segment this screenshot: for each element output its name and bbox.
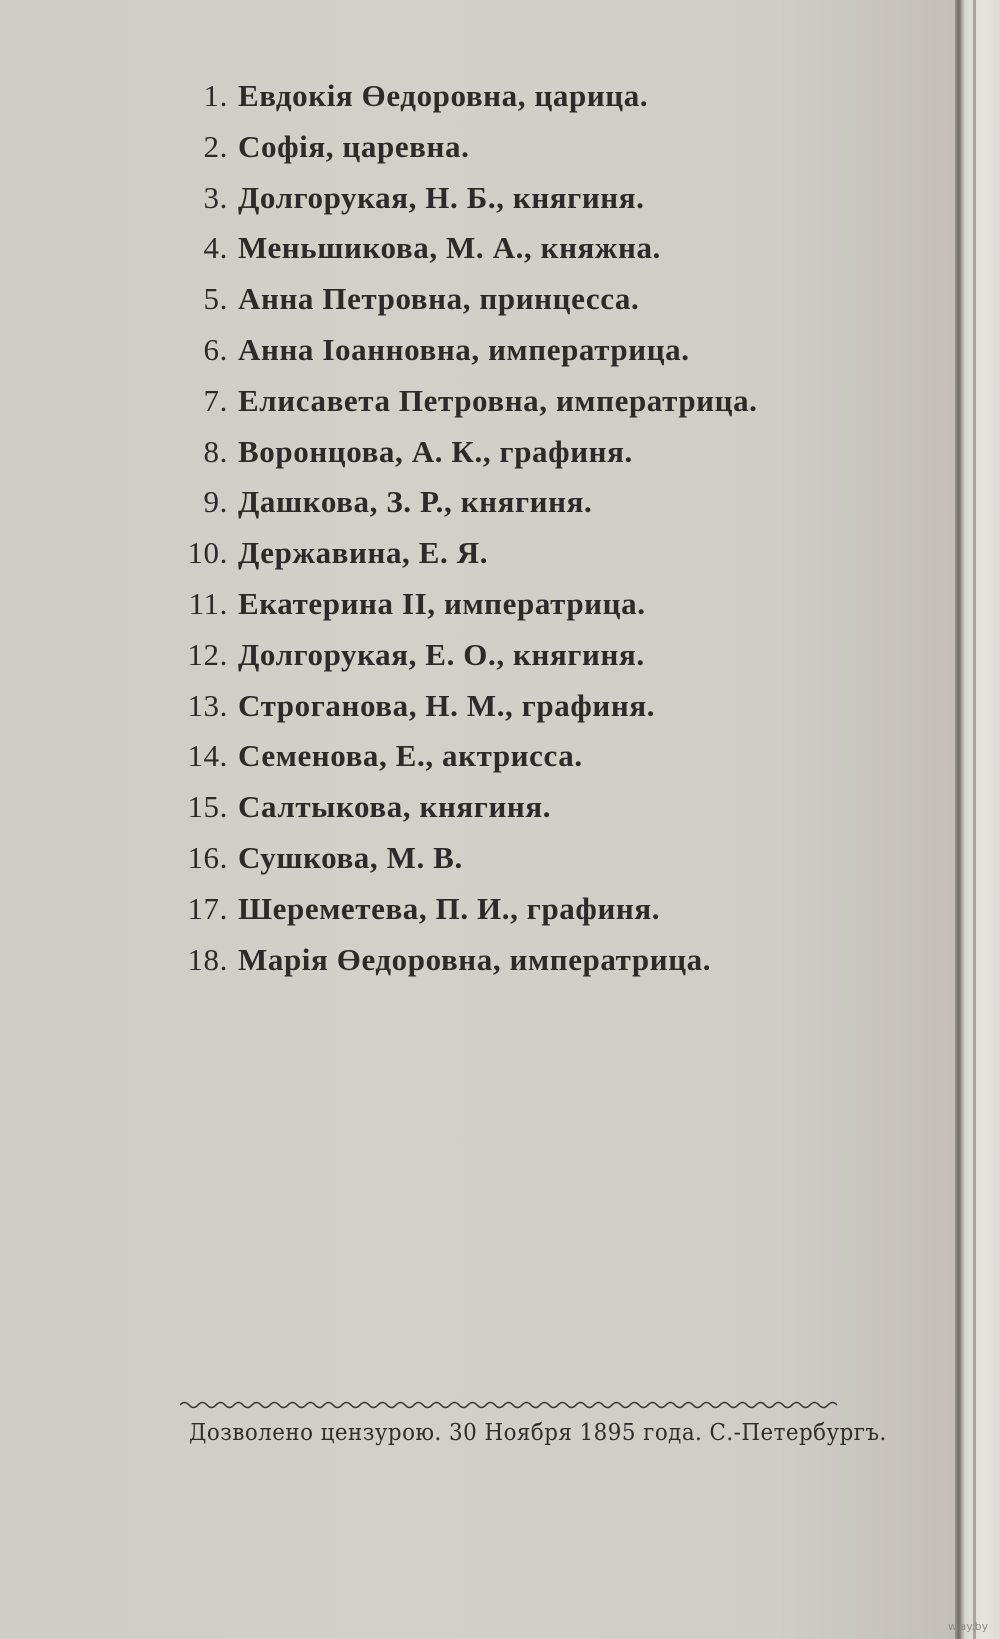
page-seam: [973, 0, 976, 1639]
item-text: Екатерина II, императрица.: [238, 585, 646, 621]
list-item: [170, 840, 890, 891]
item-number: 12.: [187, 636, 228, 672]
list-item: [170, 484, 890, 535]
list-item: [170, 942, 890, 993]
item-text: Евдокія Өедоровна, царица.: [238, 78, 649, 113]
item-number: 1.: [203, 78, 228, 113]
portrait-list: [170, 78, 890, 992]
item-text: Меньшикова, М. А., княжна.: [238, 230, 661, 266]
item-number: 2.: [203, 128, 228, 164]
watermark: w.ay.by: [948, 1620, 989, 1633]
list-item: [170, 637, 890, 688]
item-text: Сушкова, М. В.: [238, 839, 463, 875]
list-item: [170, 230, 890, 281]
item-number: 13.: [187, 687, 228, 723]
item-number: 3.: [203, 179, 228, 215]
item-number: 18.: [187, 941, 228, 977]
next-page-edge: [955, 0, 1000, 1639]
item-number: 6.: [203, 331, 228, 367]
list-item: [170, 891, 890, 942]
item-number: 17.: [187, 890, 228, 926]
list-item: [170, 383, 890, 434]
list-item: [170, 281, 890, 332]
item-text: Салтыкова, княгиня.: [238, 789, 552, 825]
item-number: 14.: [187, 738, 228, 774]
item-text: Державина, Е. Я.: [238, 535, 489, 571]
item-number: 8.: [203, 433, 228, 469]
item-text: Анна Петровна, принцесса.: [238, 281, 640, 317]
list-item: [170, 180, 890, 231]
list-item: [170, 434, 890, 485]
item-text: Шереметева, П. И., графиня.: [238, 890, 661, 926]
item-number: 11.: [188, 585, 228, 621]
item-text: Долгорукая, Е. О., княгиня.: [238, 636, 645, 672]
list-item: [170, 78, 890, 129]
list-item: [170, 789, 890, 840]
item-number: 15.: [187, 789, 228, 825]
item-number: 10.: [187, 535, 228, 571]
item-number: 9.: [203, 484, 228, 520]
list-item: [170, 688, 890, 739]
list-item: [170, 535, 890, 586]
item-text: Семенова, Е., актрисса.: [238, 738, 583, 774]
item-number: 16.: [187, 839, 228, 875]
list-item: [170, 129, 890, 180]
list-item: [170, 738, 890, 789]
wavy-divider: [180, 1398, 845, 1412]
item-text: Дашкова, З. Р., княгиня.: [238, 484, 593, 520]
item-text: Елисавета Петровна, императрица.: [238, 382, 758, 418]
item-number: 5.: [203, 281, 228, 317]
item-text: Марія Өедоровна, императрица.: [238, 941, 712, 977]
censorship-note: Дозволено цензурою. 30 Ноября 1895 года. С.-Петербургъ.: [189, 1420, 887, 1446]
item-number: 4.: [203, 230, 228, 266]
item-text: Воронцова, А. К., графиня.: [238, 433, 633, 469]
item-text: Строганова, Н. М., графиня.: [238, 687, 656, 723]
item-number: 7.: [203, 382, 228, 418]
list-item: [170, 586, 890, 637]
item-text: Долгорукая, Н. Б., княгиня.: [238, 179, 645, 215]
item-text: Анна Іоанновна, императрица.: [238, 331, 690, 367]
item-text: Софія, царевна.: [238, 128, 470, 164]
list-item: [170, 332, 890, 383]
